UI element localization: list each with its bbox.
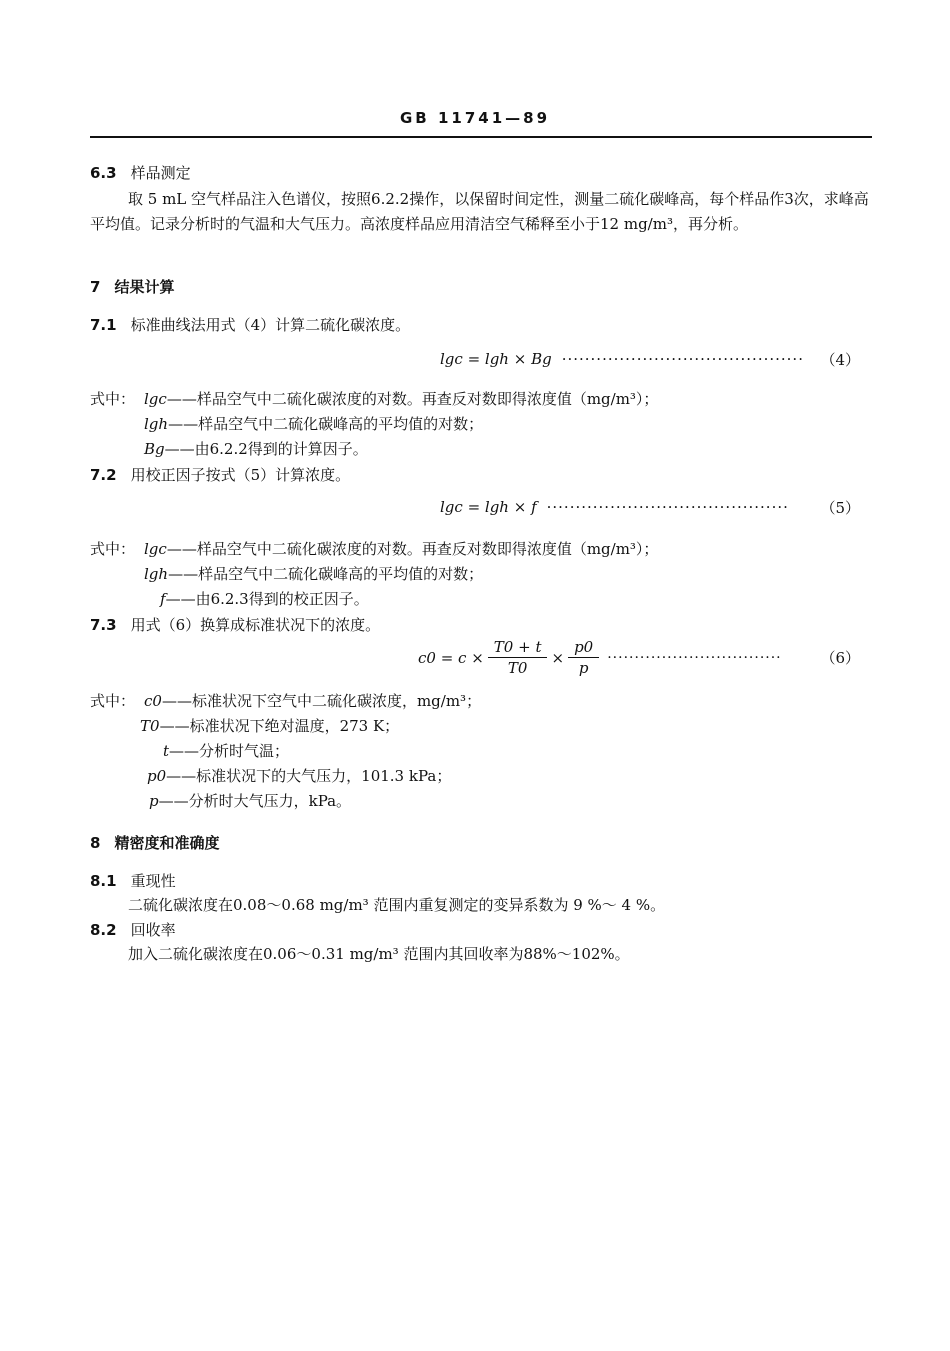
definition-row: lgc——样品空气中二硫化碳浓度的对数。再查反对数即得浓度值（mg/m³）； — [144, 390, 659, 408]
section-8-heading — [90, 832, 219, 853]
section-title: 回收率 — [130, 921, 176, 939]
section-text: 用校正因子按式（5）计算浓度。 — [130, 466, 351, 484]
section-number: 7.3 — [90, 616, 117, 634]
definition-row: c0——标准状况下空气中二硫化碳浓度，mg/m³； — [144, 692, 482, 710]
section-title: 结果计算 — [114, 278, 175, 296]
section-8-1-body: 二硫化碳浓度在0.08～0.68 mg/m³ 范围内重复测定的变异系数为 9 %～ 4 %。 — [128, 896, 666, 914]
equation-number: （6） — [820, 649, 860, 667]
section-7-heading — [90, 276, 174, 297]
definition-row: t——分析时气温； — [163, 742, 290, 760]
leader-dots: ································ — [607, 649, 782, 666]
definition-row: lgh——样品空气中二硫化碳峰高的平均值的对数； — [144, 415, 484, 433]
definition-row: p0——标准状况下的大气压力，101.3 kPa； — [147, 767, 452, 785]
section-number: 7.2 — [90, 466, 117, 484]
leader-dots: ·········································· — [561, 350, 804, 368]
equation-6 — [418, 638, 860, 677]
section-title: 重现性 — [130, 872, 176, 890]
times-sign: × — [551, 648, 565, 667]
definition-row: f——由6.2.3得到的校正因子。 — [160, 590, 369, 608]
section-title: 样品测定 — [130, 164, 191, 182]
formula: lgc = lgh × Bg — [440, 350, 552, 368]
section-8-2-heading — [90, 919, 176, 940]
section-number: 8 — [90, 834, 101, 852]
section-6-3-heading — [90, 162, 191, 183]
definition-row: T0——标准状况下绝对温度，273 K； — [140, 717, 400, 735]
document-header: GB 11741—89 — [399, 109, 551, 127]
formula: lgc = lgh × f — [440, 498, 537, 516]
equation-number: （5） — [820, 498, 860, 517]
definition-row: p——分析时大气压力，kPa。 — [149, 792, 352, 810]
header-rule — [90, 136, 872, 138]
section-7-3-heading — [90, 614, 380, 635]
section-6-3-body: 取 5 mL 空气样品注入色谱仪，按照6.2.2操作，以保留时间定性，测量二硫化碳峰高，每个样品作3次，求峰高平均值。记录分析时的气温和大气压力。高浓度样品应用清洁空气稀释至小于12 mg/m³，再分析。 — [90, 190, 869, 233]
fraction-temperature: $\frac{T0 + t}{T0}$ — [488, 638, 548, 677]
formula-lhs: c0 = c × — [418, 648, 484, 667]
section-7-2-heading — [90, 464, 350, 485]
definition-row: lgh——样品空气中二硫化碳峰高的平均值的对数； — [144, 565, 484, 583]
where-label: 式中： — [90, 692, 136, 710]
section-7-1-heading — [90, 314, 410, 335]
definition-row: lgc——样品空气中二硫化碳浓度的对数。再查反对数即得浓度值（mg/m³）； — [144, 540, 659, 558]
section-number: 8.2 — [90, 921, 117, 939]
fraction-pressure: $\frac{p0}{p}$ — [568, 638, 599, 677]
section-8-2-body: 加入二硫化碳浓度在0.06～0.31 mg/m³ 范围内其回收率为88%～102%。 — [128, 945, 630, 963]
section-title: 精密度和准确度 — [114, 834, 220, 852]
section-number: 7.1 — [90, 316, 117, 334]
leader-dots: ·········································· — [546, 498, 789, 516]
section-8-1-heading — [90, 870, 176, 891]
equation-number: （4） — [820, 350, 860, 369]
section-number: 7 — [90, 278, 101, 296]
section-text: 标准曲线法用式（4）计算二硫化碳浓度。 — [130, 316, 411, 334]
section-number: 8.1 — [90, 872, 117, 890]
where-label: 式中： — [90, 390, 136, 408]
equation-4 — [440, 350, 860, 368]
equation-5 — [440, 498, 860, 516]
section-number: 6.3 — [90, 164, 117, 182]
where-label: 式中： — [90, 540, 136, 558]
section-text: 用式（6）换算成标准状况下的浓度。 — [130, 616, 381, 634]
definition-row: Bg——由6.2.2得到的计算因子。 — [144, 440, 368, 458]
